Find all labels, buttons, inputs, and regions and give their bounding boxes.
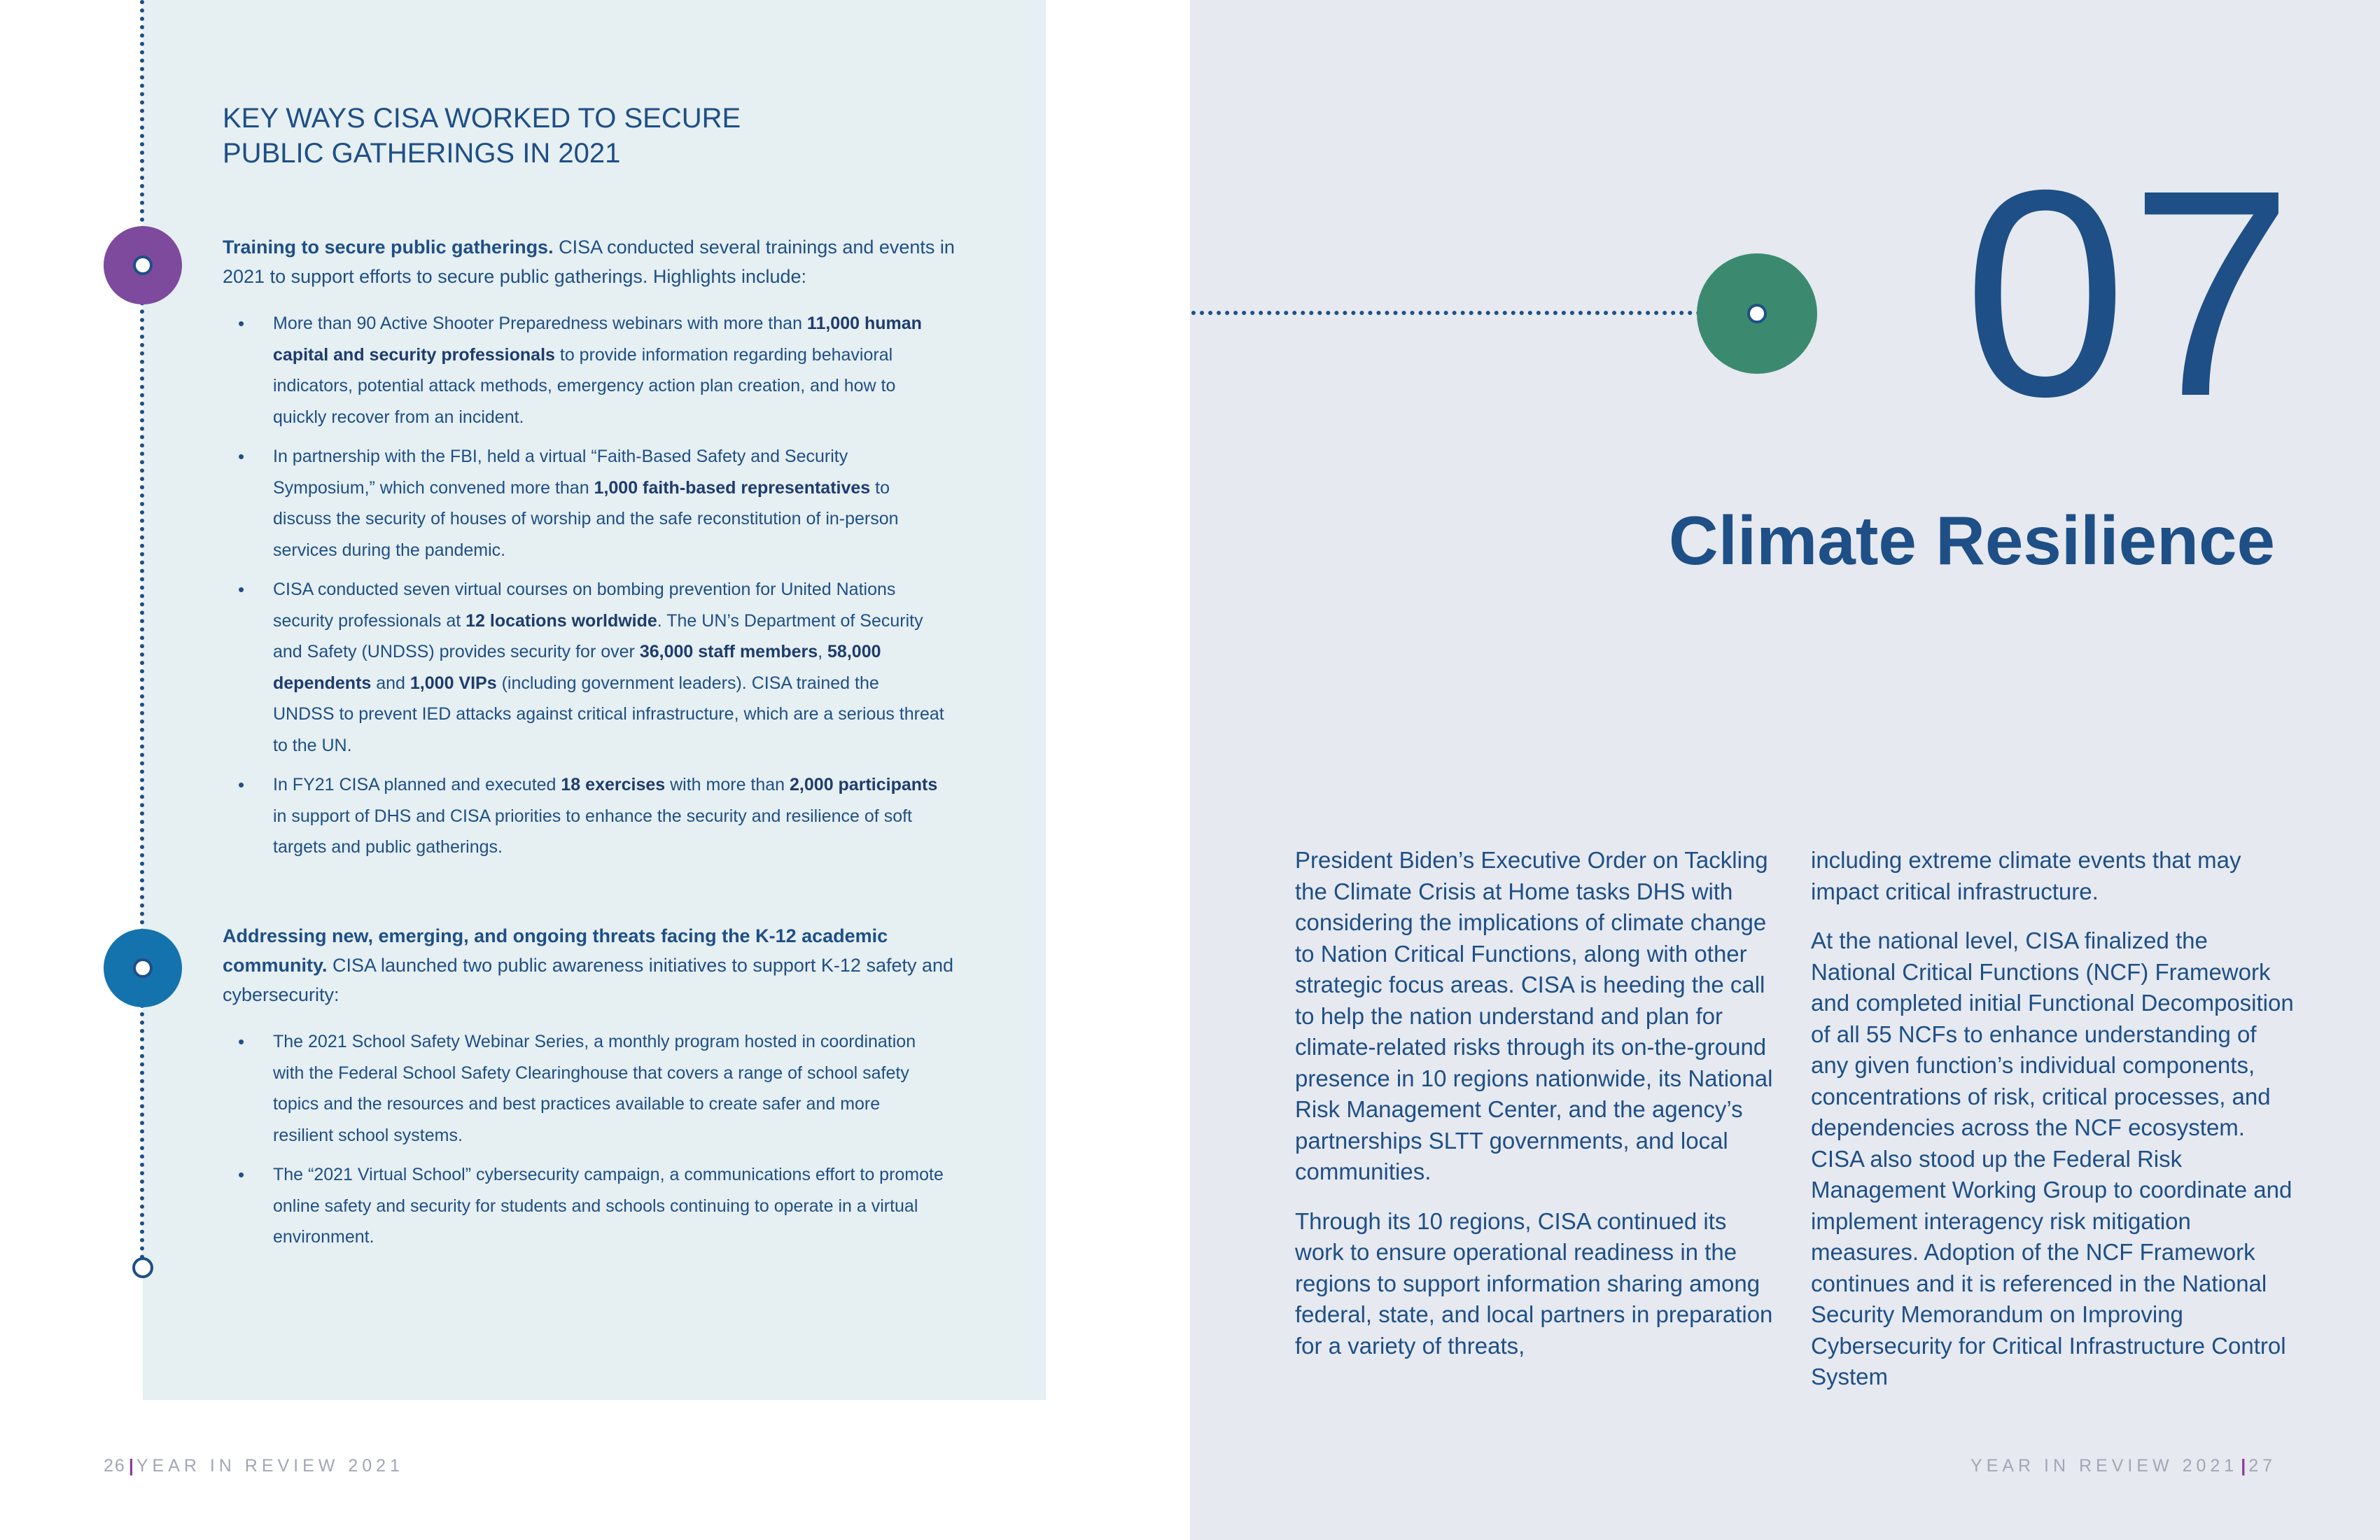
marker-ring [1747,304,1767,323]
list-item [223,574,945,761]
training-lead-text: CISA conducted several trainings and events in 2021 to support efforts to secure public gatherings. Highlights include: [223,237,955,287]
chapter-number: 07 [1963,130,2296,458]
list-item: • The “2021 Virtual School” cybersecurity campaign, a communications effort to promote online safety and security for students and schools continuing to operate in a virtual environment. [223,1159,945,1253]
marker-ring [133,958,153,978]
folio-text: YEAR IN REVIEW 2021 [136,1456,404,1476]
page-number: 27 [2248,1456,2276,1476]
folio-divider: | [128,1456,134,1476]
bullet-text: to discuss the security of houses of worship and the safe reconstitution of in-person services during the pandemic. [273,477,899,560]
folio-divider: | [2241,1456,2246,1476]
list-item [223,441,945,566]
bullet-text: CISA conducted seven virtual courses on bombing prevention for United Nations security professionals at [273,580,896,631]
right-folio [1970,1456,2276,1476]
bullet-text: in support of DHS and CISA priorities to enhance the security and resilience of soft targets and public gatherings. [273,806,912,857]
bullet-bold: 1,000 VIPs [410,673,497,693]
training-lead [223,232,965,291]
bullet-bold: 1,000 faith-based representatives [594,477,871,498]
bullet-bold: 18 exercises [561,775,666,794]
bullet-bold: 12 locations worldwide [465,610,657,631]
chapter-marker-green [1697,253,1817,374]
folio-text: YEAR IN REVIEW 2021 [1970,1456,2239,1476]
bullet-bold: 36,000 staff members [639,642,818,662]
timeline-marker-blue [104,929,182,1007]
left-folio [104,1456,404,1476]
bullet-text: . The UN’s Department of Security and Safety (UNDSS) provides security for over [273,610,923,662]
page-number: 26 [104,1456,126,1476]
bullet-text: More than 90 Active Shooter Preparedness webinars with more than [273,314,807,333]
vertical-timeline [140,0,144,1260]
training-section [223,232,965,872]
bullet-text: to provide information regarding behavioral indicators, potential attack methods, emergency action plan creation, and how to quickly recover from an incident. [273,344,896,427]
bullet-text: and [371,673,410,693]
training-lead-bold: Training to secure public gatherings. [223,237,554,258]
timeline-end-ring [132,1257,153,1278]
list-item [223,308,945,433]
paragraph: including extreme climate events that may impact critical infrastructure. [1811,847,2241,904]
list-item [223,769,945,863]
section-heading-line-1: KEY WAYS CISA WORKED TO SECURE [223,103,741,134]
body-column-2 [1811,845,2294,1411]
k12-section [223,921,965,1261]
bullet-bold: 58,000 dependents [273,642,881,693]
horizontal-dotted-connector [1191,311,1743,315]
k12-lead [223,921,965,1009]
paragraph: Through its 10 regions, CISA continued its work to ensure operational readiness in the regions to support information sharing among federal, state, and local partners in preparation for a variety of threats, [1295,1208,1773,1359]
k12-bullet-list [223,1026,965,1253]
marker-ring [133,255,153,275]
bullet-text: In FY21 CISA planned and executed [273,775,561,794]
bullet-text: In partnership with the FBI, held a virtual “Faith-Based Safety and Security Symposium,” which convened more than [273,447,848,498]
bullet-text: (including government leaders). CISA trained the UNDSS to prevent IED attacks against critical infrastructure, which are a serious threat to the UN. [273,673,944,755]
section-heading-line-2: PUBLIC GATHERINGS IN 2021 [223,138,621,169]
bullet-text: with more than [665,775,790,794]
bullet-text: , [818,642,828,662]
paragraph: President Biden’s Executive Order on Tackling the Climate Crisis at Home tasks DHS with considering the implications of climate change to Nation Critical Functions, along with other strategic focus areas. CISA is heeding the call to help the nation understand and plan for climate-related risks through its on-the-ground presence in 10 regions nationwide, its National Risk Management Center, and the agency’s partnerships SLTT governments, and local communities. [1295,847,1773,1184]
k12-lead-bold: Addressing new, emerging, and ongoing threats facing the K-12 academic community. [223,925,888,976]
list-item: • The 2021 School Safety Webinar Series, a monthly program hosted in coordination with the Federal School Safety Clearinghouse that covers a range of school safety topics and the resources and best practices available to create safer and more resilient school systems. [223,1026,945,1151]
timeline-marker-purple [104,226,182,304]
section-heading [223,101,853,171]
paragraph: At the national level, CISA finalized the National Critical Functions (NCF) Framework and completed initial Functional Decomposition of all 55 NCFs to enhance understanding of any given function’s individual components, concentrations of risk, critical processes, and dependencies across the NCF ecosystem. CISA also stood up the Federal Risk Management Working Group to coordinate and implement interagency risk mitigation measures. Adoption of the NCF Framework continues and it is referenced in the National Security Memorandum on Improving Cybersecurity for Critical Infrastructure Control System [1811,927,2294,1390]
body-column-1 [1295,845,1778,1380]
bullet-bold: 2,000 participants [790,775,938,794]
chapter-title: Climate Resilience [1668,502,2275,579]
training-bullet-list [223,308,965,863]
bullet-bold: 11,000 human capital and security professionals [273,314,922,365]
k12-lead-text: CISA launched two public awareness initiatives to support K-12 safety and cybersecurity: [223,955,954,1005]
